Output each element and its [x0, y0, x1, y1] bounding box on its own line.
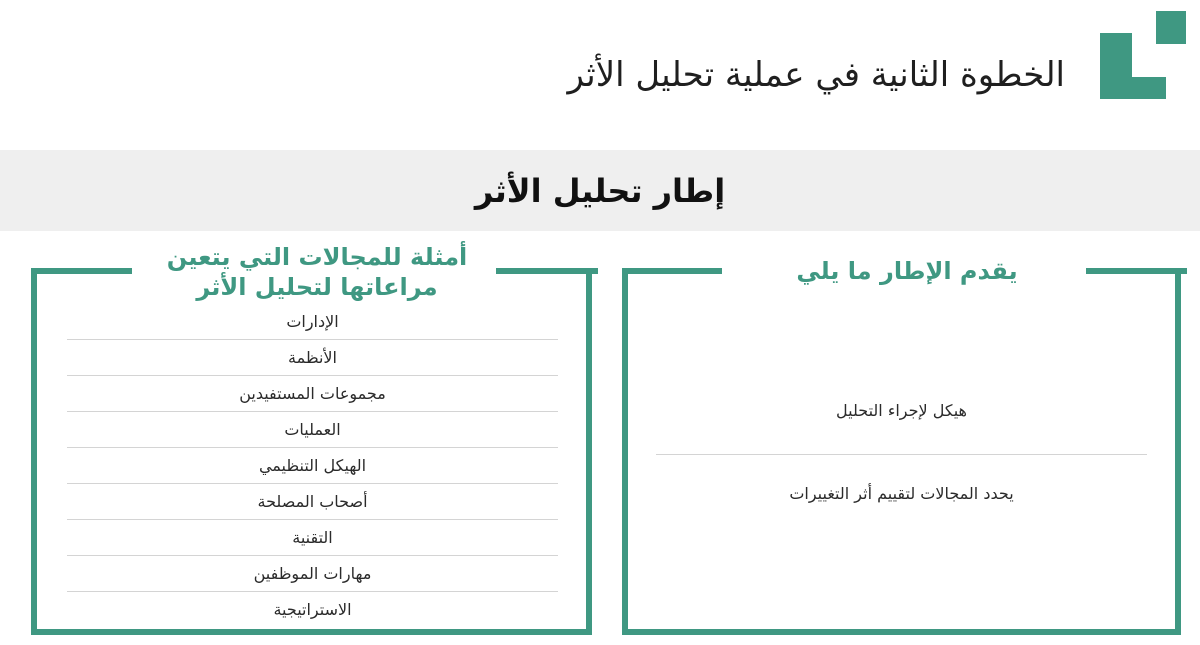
box-top-border-left [622, 268, 722, 274]
framework-box [622, 257, 1181, 635]
box-top-border-right [1086, 268, 1187, 274]
box-top-border-right [496, 268, 598, 274]
list-item: يحدد المجالات لتقييم أثر التغييرات [789, 484, 1014, 503]
examples-heading [147, 242, 487, 302]
list-item: الاستراتيجية [273, 600, 352, 619]
banner-title: إطار تحليل الأثر [474, 171, 726, 210]
framework-list [656, 388, 1147, 515]
examples-heading-line2: مراعاتها لتحليل الأثر [196, 273, 438, 301]
list-item: العمليات [67, 412, 558, 448]
framework-heading: يقدم الإطار ما يلي [796, 257, 1018, 285]
logo-square [1156, 11, 1186, 44]
list-item: التقنية [67, 520, 558, 556]
examples-box [31, 243, 592, 635]
page-title: الخطوة الثانية في عملية تحليل الأثر [567, 55, 1065, 95]
step-logo-icon [1100, 11, 1186, 99]
banner [0, 150, 1200, 231]
list-item: الأنظمة [67, 340, 558, 376]
list-item: مجموعات المستفيدين [67, 376, 558, 412]
list-item: مهارات الموظفين [67, 556, 558, 592]
logo-l-horizontal [1100, 77, 1166, 99]
examples-heading-line1: أمثلة للمجالات التي يتعين [166, 243, 468, 271]
box-top-border-left [31, 268, 132, 274]
examples-list [67, 304, 558, 627]
list-item: هيكل لإجراء التحليل [656, 388, 1147, 455]
list-item: الإدارات [67, 304, 558, 340]
list-item: أصحاب المصلحة [67, 484, 558, 520]
list-item: الهيكل التنظيمي [67, 448, 558, 484]
